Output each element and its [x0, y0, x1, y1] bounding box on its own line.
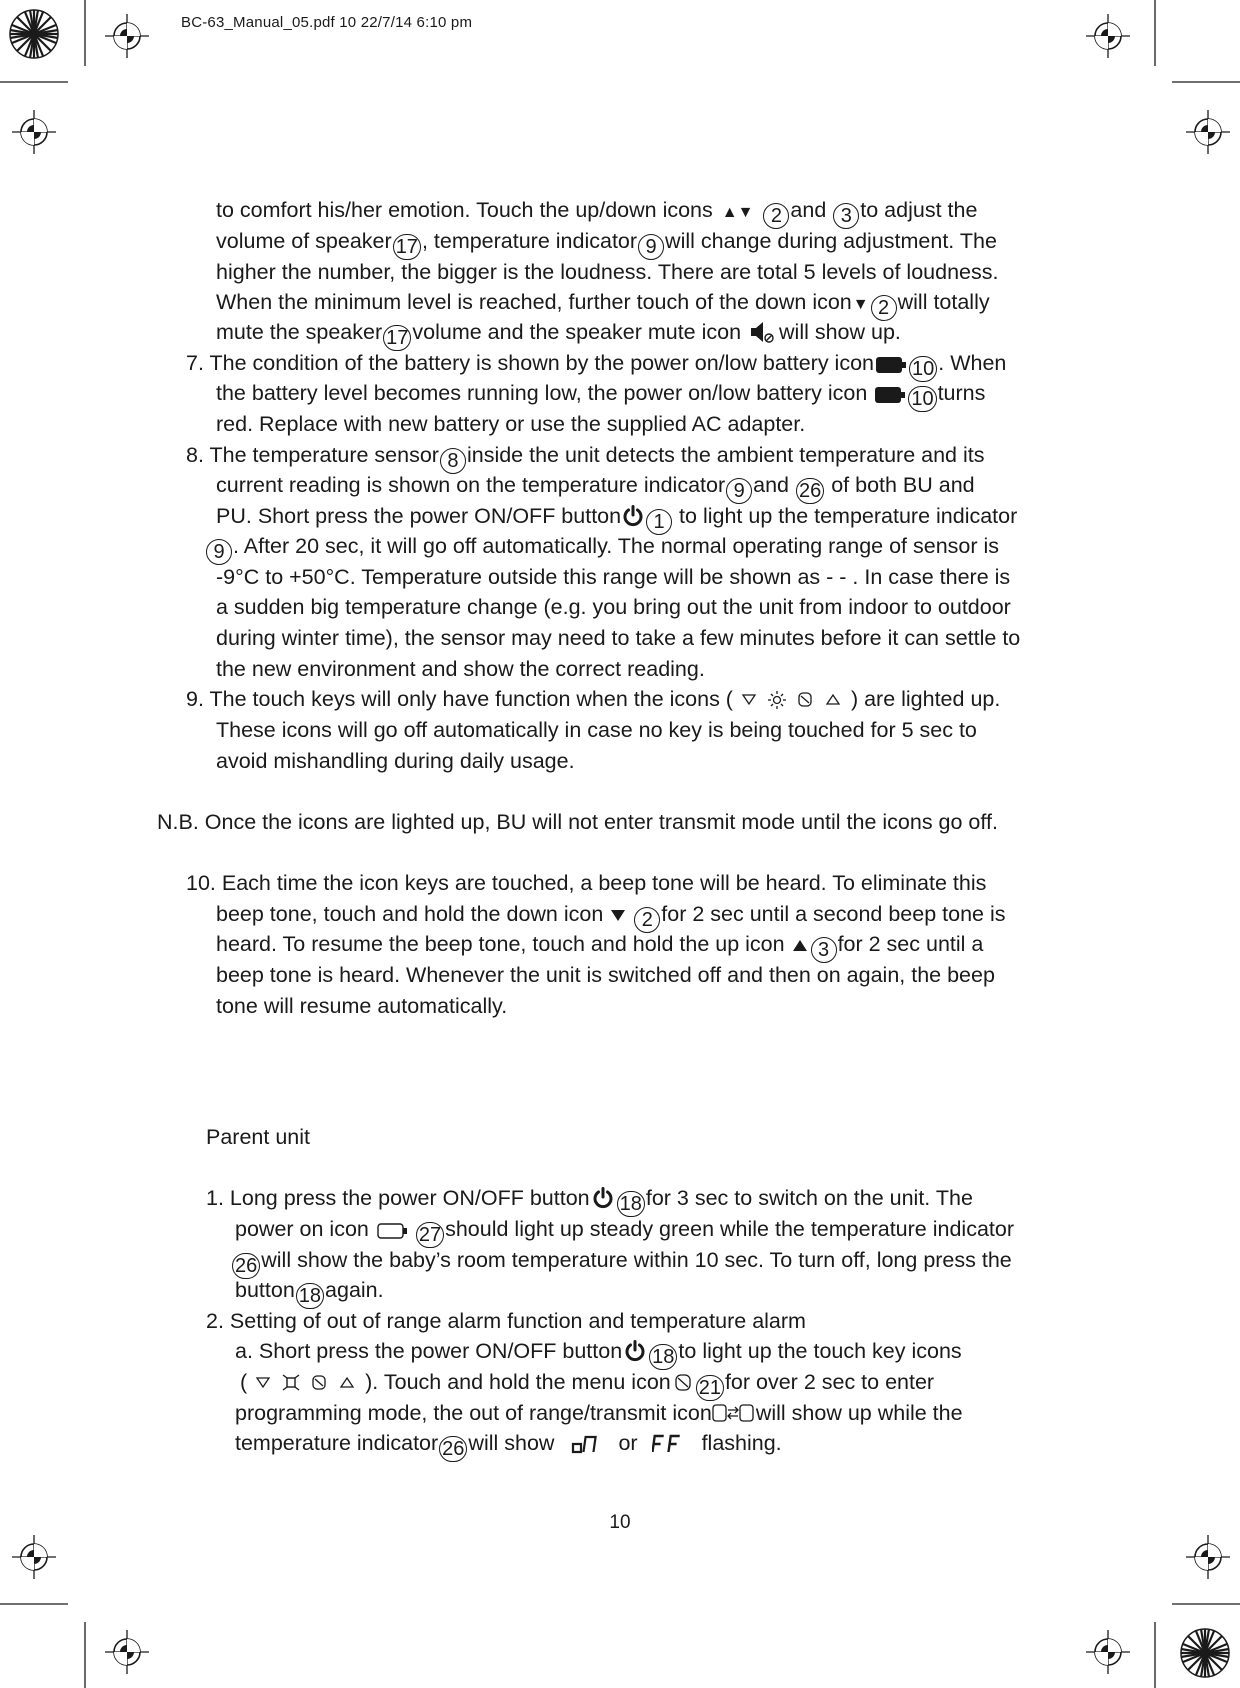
speaker-mute-icon: [750, 321, 776, 343]
text-line: during winter time), the sensor may need to take a few minutes before it can settle to: [216, 626, 1021, 650]
callout-number: 9: [206, 539, 232, 565]
text-line: 9 . After 20 sec, it will go off automatically. The normal operating range of sensor is: [205, 533, 999, 565]
menu-icon: [673, 1373, 693, 1393]
power-icon: [624, 1340, 646, 1362]
text-line: PU. Short press the power ON/OFF button 1 to light up the temperature indicator: [216, 504, 1018, 533]
callout-number: 3: [811, 937, 837, 963]
callout-number: 10: [909, 356, 937, 382]
text-line: to comfort his/her emotion. Touch the up/down icons ▲▼ 2 and 3 to adjust the: [216, 198, 978, 227]
power-icon: [592, 1187, 614, 1209]
menu-icon: [313, 1376, 325, 1389]
callout-number: 9: [726, 478, 752, 504]
up-arrow-icon: [791, 937, 809, 953]
section-heading-parent-unit: Parent unit: [206, 1125, 310, 1149]
down-arrow-icon: ▼: [852, 296, 869, 313]
callout-number: 26: [796, 478, 824, 504]
text-line: beep tone is heard. Whenever the unit is switched off and then on again, the beep: [216, 963, 995, 987]
text-line: beep tone, touch and hold the down icon 2 for 2 sec until a second beep tone is: [216, 902, 1006, 931]
star-target-top-left: [10, 10, 58, 58]
down-arrow-icon: [609, 907, 627, 923]
text-line: volume of speaker 17 , temperature indicator 9 will change during adjustment. The: [216, 229, 997, 258]
down-outline-icon: [257, 1378, 269, 1387]
callout-number: 2: [871, 295, 897, 321]
text-line: the battery level becomes running low, the power on/low battery icon 10 turns: [216, 381, 986, 410]
text-line: the new environment and show the correct reading.: [216, 657, 705, 681]
callout-number: 18: [617, 1191, 645, 1217]
power-icon: [622, 505, 644, 527]
callout-number: 27: [416, 1222, 444, 1248]
text-line: avoid mishandling during daily usage.: [216, 749, 575, 773]
down-outline-icon: [743, 695, 755, 704]
text-line: ( ). Touch and hold the menu icon 21 for over 2 sec to enter: [240, 1370, 935, 1399]
text-line: These icons will go off automatically in case no key is being touched for 5 sec to: [216, 718, 977, 742]
callout-number: 10: [908, 386, 936, 412]
page-number: 10: [609, 1512, 631, 1533]
callout-number: 2: [634, 907, 660, 933]
text-line: 8. The temperature sensor 8 inside the unit detects the ambient temperature and its: [186, 443, 985, 472]
callout-number: 17: [383, 325, 411, 351]
star-target-bottom-right: [1181, 1629, 1229, 1677]
menu-icon: [799, 693, 811, 706]
callout-number: 26: [232, 1253, 260, 1279]
callout-number: 17: [393, 234, 421, 260]
callout-number: 21: [696, 1375, 724, 1401]
text-line: -9°C to +50°C. Temperature outside this range will be shown as - - . In case there is: [216, 565, 1011, 589]
up-outline-icon: [341, 1378, 353, 1387]
out-of-range-icon: [283, 1375, 299, 1390]
text-line: 1. Long press the power ON/OFF button 18 for 3 sec to switch on the unit. The: [206, 1186, 973, 1215]
up-down-arrows-icon: ▲▼: [721, 204, 754, 221]
text-line: tone will resume automatically.: [216, 994, 508, 1018]
text-line: 10. Each time the icon keys are touched, a beep tone will be heard. To eliminate this: [186, 871, 987, 895]
callout-number: 18: [649, 1344, 677, 1370]
callout-number: 9: [638, 234, 664, 260]
text-line: button 18 again.: [235, 1278, 384, 1307]
text-line: power on icon 27 should light up steady green while the temperature indicator: [235, 1217, 1014, 1246]
seven-segment-ff-glyph: [652, 1434, 686, 1454]
text-line: 26 will show the baby’s room temperature within 10 sec. To turn off, long press the: [231, 1247, 1012, 1279]
callout-number: 26: [439, 1436, 467, 1462]
power-on-battery-outline-icon: [377, 1222, 409, 1240]
text-line: current reading is shown on the temperature indicator 9 and 26 of both BU and: [216, 473, 975, 502]
callout-number: 2: [763, 203, 789, 229]
touch-key-icons: [253, 1373, 365, 1393]
brightness-icon: [768, 691, 786, 709]
text-line: a. Short press the power ON/OFF button 18 to light up the touch key icons: [235, 1339, 962, 1368]
text-line: higher the number, the bigger is the loudness. There are total 5 levels of loudness.: [216, 260, 999, 284]
battery-icon: [875, 356, 907, 374]
text-line: When the minimum level is reached, further touch of the down icon▼ 2 will totally: [216, 290, 990, 319]
callout-number: 18: [296, 1283, 324, 1309]
text-line: red. Replace with new battery or use the supplied AC adapter.: [216, 412, 806, 436]
callout-number: 3: [833, 203, 859, 229]
text-line: a sudden big temperature change (e.g. you bring out the unit from indoor to outdoor: [216, 595, 1011, 619]
text-line: heard. To resume the beep tone, touch and hold the up icon 3 for 2 sec until a: [216, 932, 984, 961]
text-line: 9. The touch keys will only have function when the icons ( ) are lighted up.: [186, 687, 1001, 711]
battery-icon: [874, 386, 906, 404]
print-slug: BC-63_Manual_05.pdf 10 22/7/14 6:10 pm: [181, 14, 473, 31]
touch-key-icons: [739, 690, 851, 710]
text-line: temperature indicator 26 will show or flashing.: [235, 1431, 782, 1460]
text-line: 7. The condition of the battery is shown by the power on/low battery icon 10 . When: [186, 351, 1007, 380]
nb-note: N.B. Once the icons are lighted up, BU will not enter transmit mode until the icons go off.: [157, 810, 998, 834]
text-line: 2. Setting of out of range alarm function and temperature alarm: [206, 1309, 806, 1333]
up-outline-icon: [827, 695, 839, 704]
seven-segment-on-glyph: [570, 1434, 606, 1454]
callout-number: 8: [440, 448, 466, 474]
out-of-range-transmit-icon: [712, 1402, 754, 1424]
text-line: mute the speaker 17 volume and the speaker mute icon will show up.: [216, 320, 901, 349]
callout-number: 1: [646, 509, 672, 535]
text-line: programming mode, the out of range/transmit icon will show up while the: [235, 1401, 963, 1425]
